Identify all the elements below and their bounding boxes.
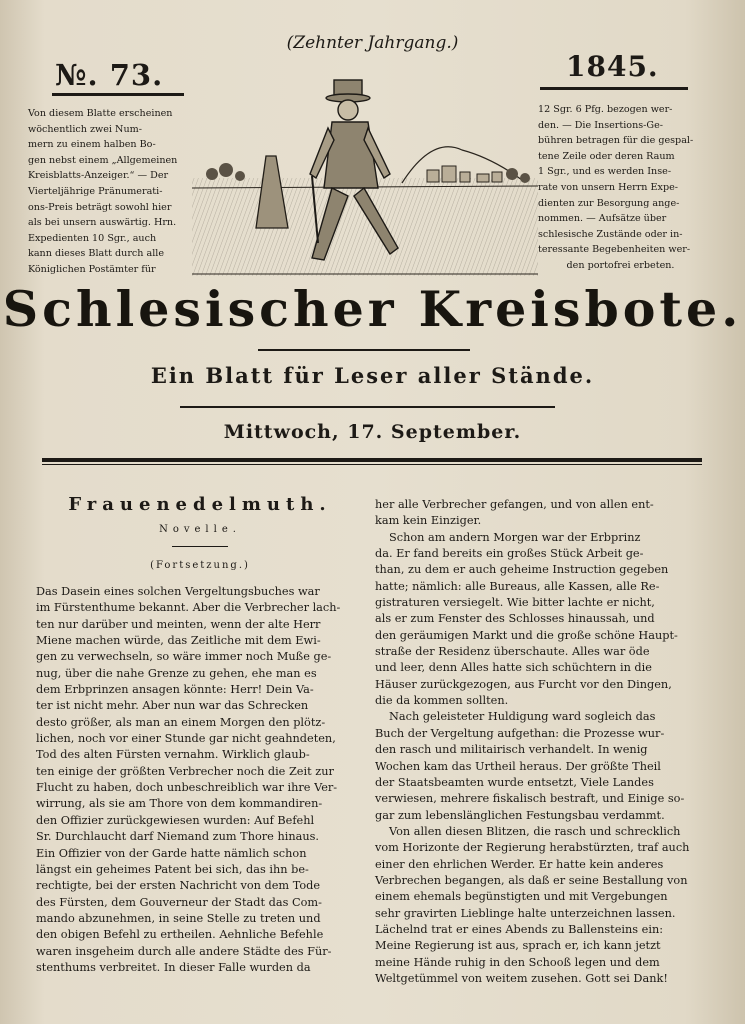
article-line: gar zum lebenslänglichen Festungsbau verdammt. bbox=[375, 808, 665, 822]
article-line: einer den ehrlichen Werder. Er hatte kein anderes bbox=[375, 857, 664, 871]
article-continuation: (Fortsetzung.) bbox=[150, 560, 250, 571]
article-line: meine Hände ruhig in den Schooß legen und dem bbox=[375, 955, 660, 969]
subscription-line: kann dieses Blatt durch alle bbox=[28, 248, 165, 260]
article-line: Meine Regierung ist aus, sprach er, ich kann jetzt bbox=[375, 939, 661, 953]
subtitle-rule bbox=[180, 406, 555, 408]
article-line: lichen, noch vor einer Stunde gar nicht geahndeten, bbox=[36, 732, 336, 746]
woodcut-illustration bbox=[192, 78, 538, 278]
article-line: Nach geleisteter Huldigung ward sogleich das bbox=[389, 710, 656, 724]
article-line: waren insgeheim durch alle andere Städte des Für- bbox=[36, 944, 332, 958]
article-line: Flucht zu haben, doch unbeschreiblich war ihre Ver- bbox=[36, 781, 338, 795]
number-underline bbox=[52, 93, 184, 96]
subscription-info-left bbox=[28, 106, 188, 278]
article-line: Das Dasein eines solchen Vergeltungsbuches war bbox=[36, 585, 320, 598]
article-line: den obigen Befehl zu ertheilen. Aehnliche Befehle bbox=[36, 928, 324, 942]
subscription-line: Vierteljährige Pränumerati- bbox=[28, 185, 163, 197]
article-line: gen zu verwechseln, so wäre immer noch Muße ge- bbox=[36, 650, 332, 664]
subscription-line: Von diesem Blatte erscheinen bbox=[28, 108, 173, 119]
subscription-line: nommen. — Aufsätze über bbox=[538, 213, 667, 225]
subscription-line: schlesische Zustände oder in- bbox=[538, 228, 683, 240]
article-line: den geräumigen Markt und die große schöne Haupt- bbox=[375, 628, 678, 642]
header-divider bbox=[42, 458, 702, 462]
article-line: einem ehemals begünstigten und mit Vergebungen bbox=[375, 890, 668, 904]
subscription-line: wöchentlich zwei Num- bbox=[28, 123, 142, 135]
article-line: und leer, denn Alles hatte sich schüchtern in die bbox=[375, 661, 652, 675]
subscription-line: mern zu einem halben Bo- bbox=[28, 139, 156, 151]
issue-number: №. 73. bbox=[55, 58, 164, 92]
title-underline bbox=[258, 349, 470, 351]
article-line: im Fürstenthume bekannt. Aber die Verbrecher lach- bbox=[36, 601, 341, 615]
subscription-line: als bei unsern auswärtig. Hrn. bbox=[28, 217, 177, 229]
article-line: verwiesen, mehrere fiskalisch bestraft, und Einige so- bbox=[375, 792, 685, 806]
article-line: vom Horizonte der Regierung herabstürzten, traf auch bbox=[375, 841, 690, 855]
article-line: da. Er fand bereits ein großes Stück Arbeit ge- bbox=[375, 547, 644, 561]
subscription-line: den. — Die Insertions-Ge- bbox=[538, 119, 664, 131]
article-line: sehr gravirten Lieblinge halte unterzeichnen lassen. bbox=[375, 906, 676, 920]
article-line: als er zum Fenster des Schlosses hinaussah, und bbox=[375, 612, 655, 626]
article-line: stenthums verbreitet. In dieser Falle wurden da bbox=[36, 960, 311, 974]
article-line: des Fürsten, dem Gouverneur der Stadt das Com- bbox=[36, 895, 322, 909]
volume-label: (Zehnter Jahrgang.) bbox=[286, 33, 459, 53]
article-line: ten nur darüber und meinten, wenn der alte Herr bbox=[36, 617, 321, 631]
genre-rule bbox=[172, 546, 228, 547]
article-line: den Offizier zurückgewiesen wurden: Auf Befehl bbox=[36, 813, 315, 827]
article-line: Wochen kam das Urtheil heraus. Der größte Theil bbox=[375, 759, 661, 773]
subscription-line: dienten zur Besorgung ange- bbox=[538, 197, 680, 209]
article-line: straße der Residenz überschaute. Alles war öde bbox=[375, 645, 650, 659]
article-line: längst ein geheimes Patent bei sich, das ihn be- bbox=[36, 862, 309, 876]
article-line: nug, über die nahe Grenze zu gehen, ehe man es bbox=[36, 666, 317, 680]
article-line: Sr. Durchlaucht darf Niemand zum Thore hinaus. bbox=[36, 830, 320, 844]
subscription-line: 12 Sgr. 6 Pfg. bezogen wer- bbox=[538, 104, 673, 115]
subscription-line: tene Zeile oder deren Raum bbox=[538, 150, 675, 162]
newspaper-title: Schlesischer Kreisbote. bbox=[2, 280, 743, 338]
article-column-right bbox=[375, 497, 717, 987]
article-line: den rasch und militairisch verhandelt. In wenig bbox=[375, 743, 648, 757]
article-line: der Staatsbeamten wurde entsetzt, Viele Landes bbox=[375, 775, 654, 789]
subscription-info-right bbox=[538, 102, 703, 274]
subscription-line: bühren betragen für die gespal- bbox=[538, 135, 694, 147]
article-line: Häuser zurückgezogen, aus Furcht vor den Dingen, bbox=[375, 677, 672, 691]
article-line: Schon am andern Morgen war der Erbprinz bbox=[389, 530, 641, 544]
article-line: Weltgetümmel von weitem zusehen. Gott sei Dank! bbox=[375, 971, 668, 985]
article-line: Verbrechen begangen, als daß er seine Bestallung von bbox=[375, 873, 688, 887]
article-line: Lächelnd trat er eines Abends zu Ballensteins ein: bbox=[375, 922, 664, 936]
article-line: dem Erbprinzen ansagen könnte: Herr! Dein Va- bbox=[36, 683, 314, 697]
subscription-line: den portofrei erbeten. bbox=[566, 259, 675, 271]
issue-year: 1845. bbox=[566, 50, 659, 83]
article-line: mando abzunehmen, in seine Stelle zu treten und bbox=[36, 911, 321, 925]
article-line: rechtigte, bei der ersten Nachricht von dem Tode bbox=[36, 879, 321, 893]
subscription-line: Expedienten 10 Sgr., auch bbox=[28, 232, 157, 244]
article-line: ten einige der größten Verbrecher noch die Zeit zur bbox=[36, 764, 334, 778]
article-line: Miene machen würde, das Zeitliche mit dem Ewi- bbox=[36, 634, 321, 648]
article-line: Ein Offizier von der Garde hatte nämlich schon bbox=[36, 846, 307, 860]
subscription-line: teressante Begebenheiten wer- bbox=[538, 244, 691, 256]
newspaper-subtitle: Ein Blatt für Leser aller Stände. bbox=[150, 363, 595, 388]
article-line: her alle Verbrecher gefangen, und von allen ent- bbox=[375, 498, 654, 511]
article-line: die da kommen sollten. bbox=[375, 694, 509, 708]
article-line: kam kein Einziger. bbox=[375, 514, 482, 528]
header-divider-thin bbox=[42, 464, 702, 465]
year-underline bbox=[540, 87, 688, 90]
issue-date: Mittwoch, 17. September. bbox=[223, 421, 522, 443]
article-title: Frauenedelmuth. bbox=[68, 494, 332, 515]
article-column-left bbox=[36, 584, 364, 976]
article-line: Tod des alten Fürsten vernahm. Wirklich glaub- bbox=[36, 748, 310, 762]
subscription-line: gen nebst einem „Allgemeinen bbox=[28, 154, 178, 166]
article-line: desto größer, als man an einem Morgen den plötz- bbox=[36, 715, 326, 729]
article-line: Von allen diesen Blitzen, die rasch und schrecklich bbox=[389, 824, 681, 838]
article-line: Buch der Vergeltung aufgethan: die Prozesse wur- bbox=[375, 726, 665, 740]
subscription-line: Kreisblatts-Anzeiger.“ — Der bbox=[28, 170, 169, 182]
article-line: than, zu dem er auch geheime Instruction gegeben bbox=[375, 563, 669, 577]
subscription-line: 1 Sgr., und es werden Inse- bbox=[538, 166, 672, 178]
subscription-line: Königlichen Postämter für bbox=[28, 263, 156, 275]
article-genre: Novelle. bbox=[159, 524, 241, 535]
subscription-line: ons-Preis beträgt sowohl hier bbox=[28, 201, 172, 213]
article-line: hatte; nämlich: alle Bureaus, alle Kassen, alle Re- bbox=[375, 579, 660, 593]
article-line: gistraturen versiegelt. Wie bitter lachte er nicht, bbox=[375, 596, 655, 610]
article-line: ter ist nicht mehr. Aber nun war das Schrecken bbox=[36, 699, 309, 713]
subscription-line: rate von unsern Herrn Expe- bbox=[538, 181, 679, 193]
article-line: wirrung, als sie am Thore von dem kommandiren- bbox=[36, 797, 323, 811]
